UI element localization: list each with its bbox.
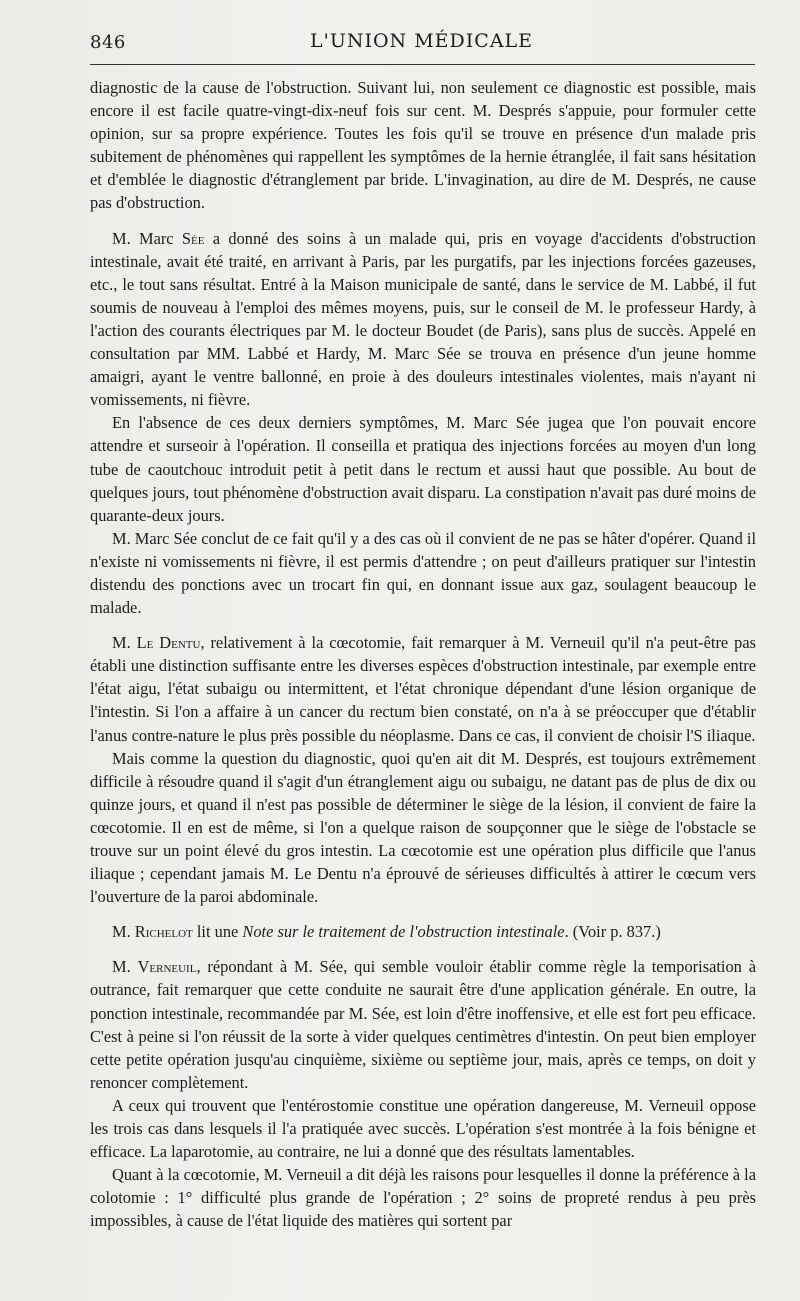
paragraph-absence: En l'absence de ces deux derniers symptômes, M. Marc Sée jugea que l'on pouvait encore attendre et surseoir à l'opération. Il conseilla et pratiqua des injections forcées au moyen d'un long tube de caoutchouc introduit petit à petit dans le rectum et aussi haut que possible. Au bout de quelques jours, tout phénomène d'obstruction avait disparu. La constipation n'avait pas duré moins de quarante-deux jours. — [90, 413, 756, 525]
paragraph-conclusion: M. Marc Sée conclut de ce fait qu'il y a des cas où il convient de ne pas se hâter d'opérer. Quand il n'existe ni vomissements ni fièvre, il est permis d'attendre ; on peut d'ailleurs pratiquer sur l'intestin distendu des ponctions avec un trocart fin qui, en donnant issue aux gaz, soulagent beaucoup le malade. — [90, 528, 757, 618]
speaker-name: Verneuil — [137, 957, 197, 977]
paragraph-marc-see: M. Marc Sée a donné des soins à un malade qui, pris en voyage d'accidents d'obstruction intestinale, avait été traité, en arrivant à Paris, par les purgatifs, par les injections forcées gazeuses, etc., le tout sans résultat. Entré à la Maison municipale de santé, dans le service de M. Labbé, il fut soumis de nouveau à l'emploi des mêmes moyens, puis, sur le conseil de M. le professeur Hardy, à l'action des courants électriques par M. le docteur Boudet (de Paris), sans plus de succès. Appelé en consultation par MM. Labbé et Hardy, M. Marc Sée se trouva en présence d'un jeune homme amaigri, ayant le ventre ballonné, en proie à des douleurs intestinales violentes, mais n'ayant ni vomissements, ni fièvre. — [90, 228, 757, 410]
speaker-name: Le Dentu — [136, 633, 201, 653]
article-body — [90, 76, 756, 1233]
paragraph-despres: diagnostic de la cause de l'obstruction. Suivant lui, non seulement ce diagnostic est possible, mais encore il est facile quatre-vingt-dix-neuf fois sur cent. M. Després s'appuie, pour formuler cette opinion, sur sa propre expérience. Toutes les fois qu'il se trouve en présence d'un malade pris subitement de phénomènes qui rappellent les symptômes de la hernie étranglée, il fait sans hésitation et d'emblée le diagnostic d'étranglement par bride. L'invagination, au dire de M. Després, ne cause pas d'obstruction. — [90, 78, 756, 213]
header-rule — [90, 64, 755, 65]
speaker-name: Sée — [181, 228, 205, 248]
paragraph-coecotomie: Quant à la cœcotomie, M. Verneuil a dit déjà les raisons pour lesquelles il donne la préférence à la colotomie : 1° difficulté plus grande de l'opération ; 2° soins de propreté rendus à peu près impossibles, à cause de l'état liquide des matières qui sortent par — [90, 1165, 756, 1231]
page-number: 846 — [90, 32, 126, 53]
paragraph-verneuil: M. Verneuil, répondant à M. Sée, qui semble vouloir établir comme règle la temporisation à outrance, fait remarquer que cette conduite ne saurait être d'une application générale. En outre, la ponction intestinale, recommandée par M. Sée, est loin d'être inoffensive, et elle est fort peu efficace. C'est à peine si l'on réussit de la sorte à vider quelques centimètres d'intestin. On peut bien employer cette petite opération jusqu'au cinquième, sixième ou septième jour, mais, après ce temps, on doit y renoncer complètement. — [90, 957, 757, 1092]
paragraph-enterostomie: A ceux qui trouvent que l'entérostomie constitue une opération dangereuse, M. Verneuil oppose les trois cas dans lesquels il l'a pratiquée avec succès. L'opération s'est montrée à la fois bénigne et efficace. La laparotomie, au contraire, ne lui a donné que des résultats lamentables. — [90, 1095, 756, 1162]
paragraph-richelot: M. Richelot lit une Note sur le traitement de l'obstruction intestinale. (Voir p. 837.) — [112, 922, 661, 942]
paragraph-le-dentu: M. Le Dentu, relativement à la cœcotomie, fait remarquer à M. Verneuil qu'il n'a peut-être pas établi une distinction suffisante entre les diverses espèces d'obstruction intestinale, par exemple entre l'état aigu, l'état subaigu ou intermittent, et l'état chronique dépendant d'une lésion organique de l'intestin. Si l'on a affaire à un cancer du rectum bien constaté, on n'a à se préoccuper que d'établir l'anus contre-nature le plus près possible du néoplasme. Dans ce cas, il convient de choisir l'S iliaque. — [90, 633, 756, 745]
running-title: L'UNION MÉDICALE — [310, 30, 534, 52]
speaker-name: Richelot — [134, 922, 193, 942]
note-title: Note sur le traitement de l'obstruction intestinale — [242, 922, 565, 942]
page-header — [90, 30, 755, 64]
paragraph-diagnostic: Mais comme la question du diagnostic, quoi qu'en ait dit M. Després, est toujours extrêmement difficile à résoudre quand il s'agit d'un étranglement aigu ou subaigu, ne datant pas de plus de dix ou quinze jours, et quand il n'est pas possible de déterminer le siège de la lésion, il convient de faire la cœcotomie. Il en est de même, si l'on a quelque raison de soupçonner que le siège de l'obstacle se trouve sur un point élevé du gros intestin. La cœcotomie est une opération plus difficile que l'anus iliaque ; cependant jamais M. Le Dentu n'a éprouvé de sérieuses difficultés à attirer le cœcum vers l'ouverture de la paroi abdominale. — [90, 748, 756, 907]
